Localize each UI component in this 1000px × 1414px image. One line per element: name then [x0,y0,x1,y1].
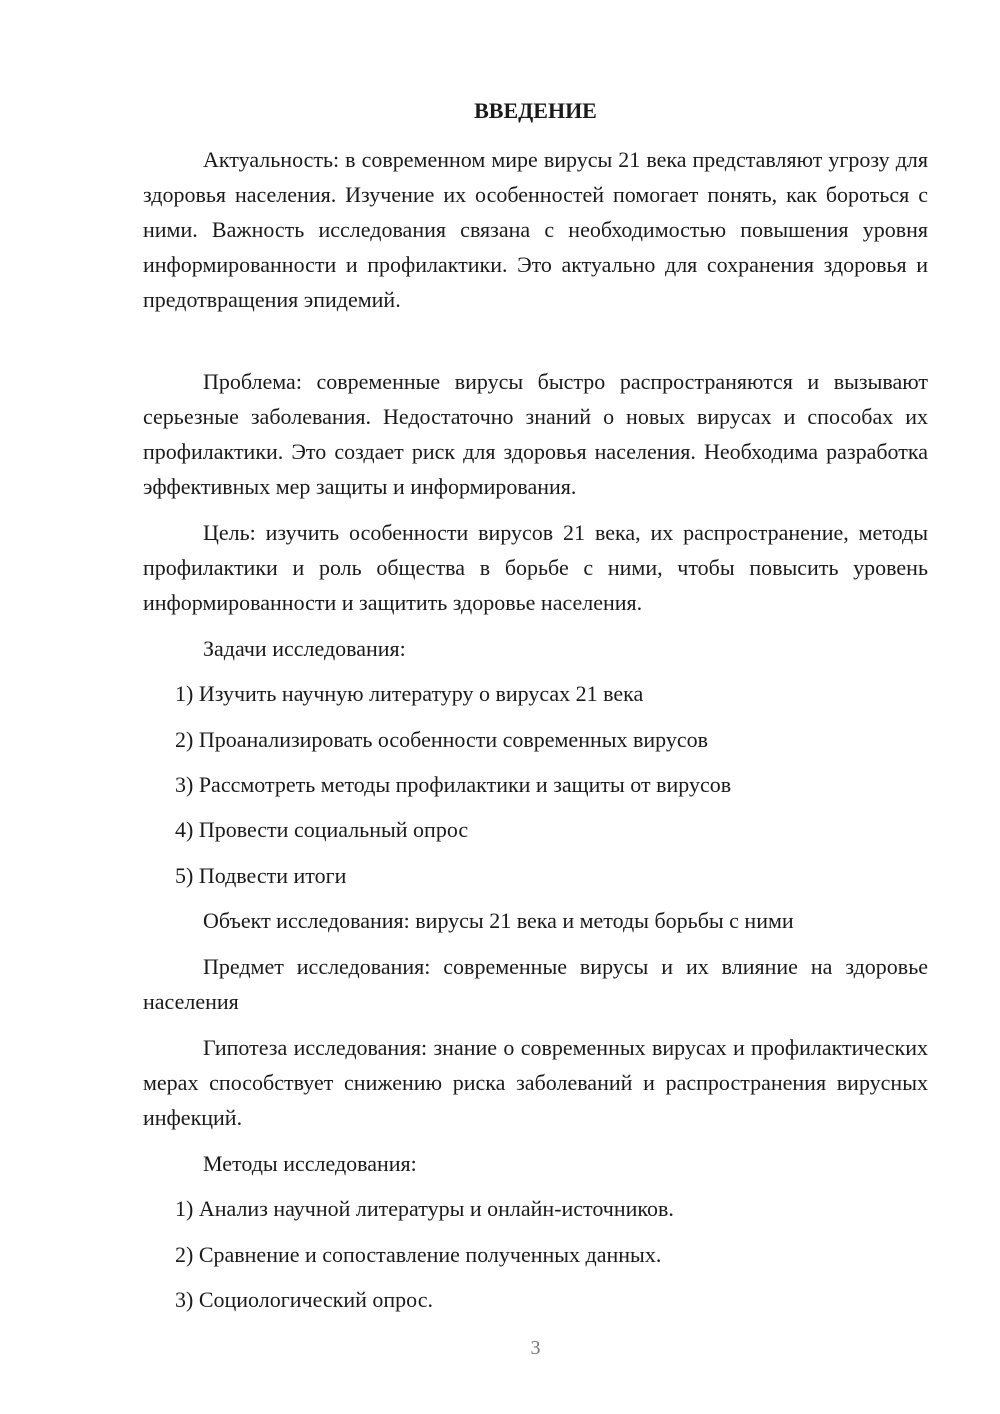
list-item: 5) Подвести итоги [175,863,347,888]
paragraph-object: Объект исследования: вирусы 21 века и методы борьбы с ними [203,908,794,933]
paragraph-goal: Цель: изучить особенности вирусов 21 века, их распространение, методы профилактики и роль общества в борьбе с ними, чтобы повысить уровень информированности и защитить здоровье населения. [143,520,928,615]
list-item: 2) Проанализировать особенности современных вирусов [175,727,709,752]
list-item: 3) Рассмотреть методы профилактики и защиты от вирусов [175,772,732,797]
paragraph-hypothesis: Гипотеза исследования: знание о современных вирусах и профилактических мерах способствует снижению риска заболеваний и распространения вирусных инфекций. [143,1035,928,1130]
document-page [143,0,928,1414]
methods-title: Методы исследования: [203,1151,417,1176]
paragraph-relevance: Актуальность: в современном мире вирусы 21 века представляют угрозу для здоровья населения. Изучение их особенностей помогает понять, как бороться с ними. Важность исследования связана с необходимостью повышения уровня информированности и профилактики. Это актуально для сохранения здоровья и предотвращения эпидемий. [143,147,928,312]
list-item: 2) Сравнение и сопоставление полученных данных. [175,1242,662,1267]
paragraph-problem: Проблема: современные вирусы быстро распространяются и вызывают серьезные заболевания. Недостаточно знаний о новых вирусах и способах их профилактики. Это создает риск для здоровья населения. Необходима разработка эффективных мер защиты и информирования. [143,369,928,499]
list-item: 3) Социологический опрос. [175,1287,433,1312]
page-number: 3 [530,1337,541,1359]
paragraph-subject: Предмет исследования: современные вирусы и их влияние на здоровье населения [143,954,928,1014]
list-item: 1) Анализ научной литературы и онлайн-источников. [175,1196,674,1221]
page-title: ВВЕДЕНИЕ [474,98,597,123]
tasks-title: Задачи исследования: [203,636,406,661]
list-item: 4) Провести социальный опрос [175,817,469,842]
list-item: 1) Изучить научную литературу о вирусах 21 века [175,681,644,706]
